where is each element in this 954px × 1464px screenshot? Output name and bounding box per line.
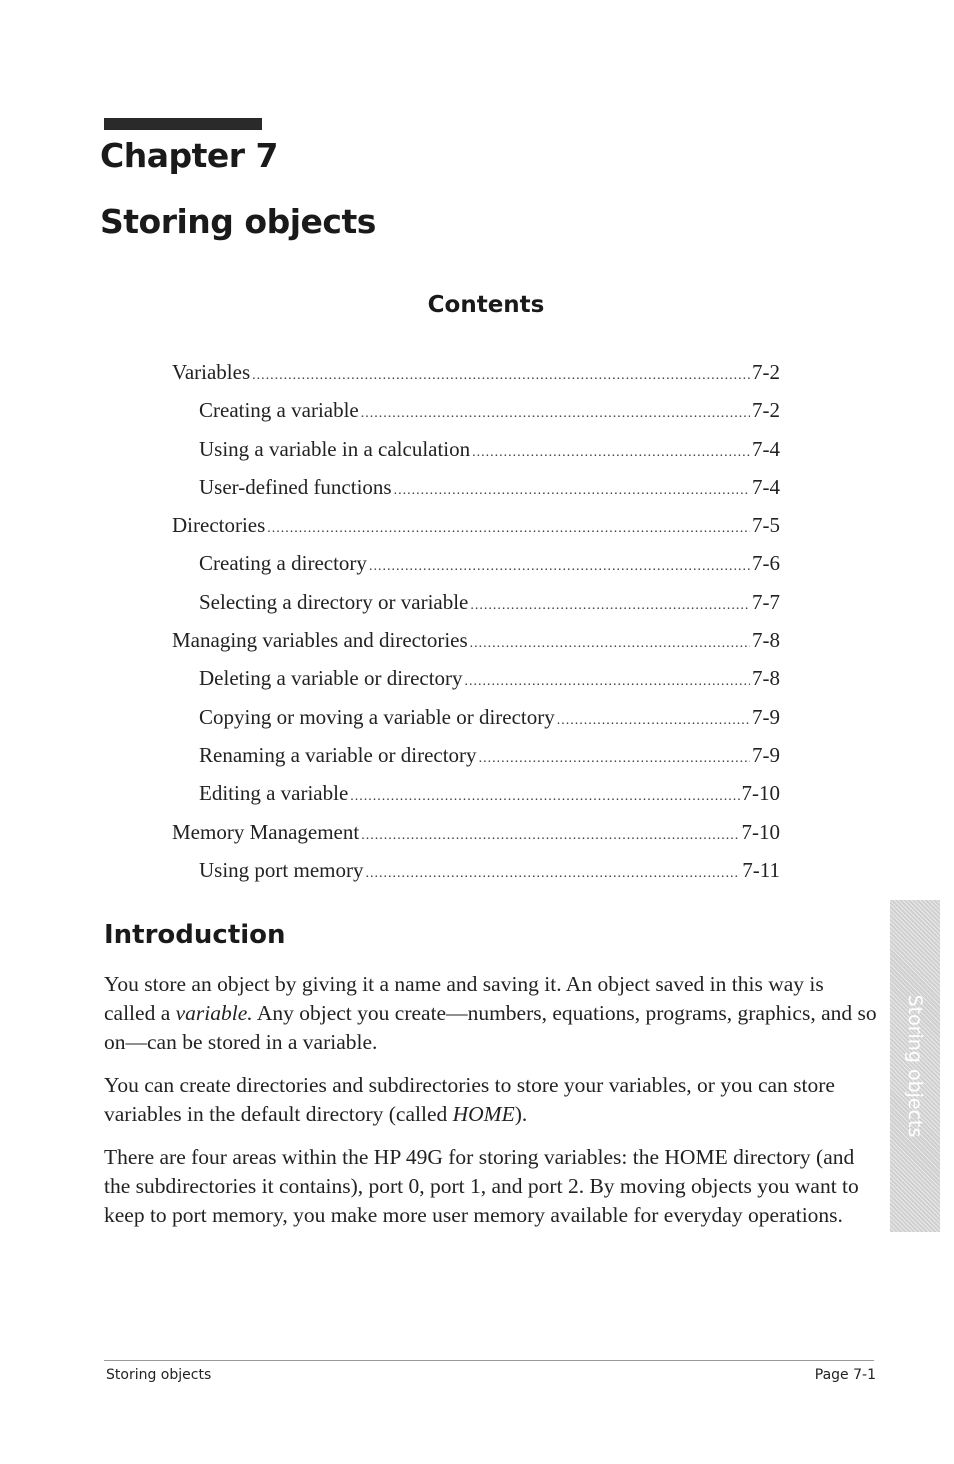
toc-entry-title: Deleting a variable or directory (199, 666, 463, 691)
footer-chapter-name: Storing objects (106, 1367, 212, 1383)
toc-entry-title: Managing variables and directories (172, 628, 468, 653)
term-variable: variable. (175, 1001, 253, 1025)
toc-entry-page: 7-11 (742, 857, 780, 882)
toc-entry-page: 7-9 (752, 704, 780, 729)
toc-entry[interactable] (172, 628, 780, 666)
chapter-title: Storing objects (100, 202, 376, 241)
toc-entry[interactable] (172, 551, 780, 589)
term-home: HOME (452, 1102, 515, 1126)
toc-entry-title: Using a variable in a calculation (199, 436, 471, 461)
toc-entry-title: User-defined functions (199, 474, 392, 499)
toc-entry[interactable] (172, 666, 780, 704)
toc-entry-page: 7-8 (752, 628, 780, 653)
chapter-side-tab (890, 900, 940, 1232)
toc-dot-leader (369, 559, 750, 575)
toc-entry-page: 7-4 (752, 436, 780, 461)
toc-entry-title: Renaming a variable or directory (199, 742, 477, 767)
toc-entry[interactable] (172, 475, 780, 513)
toc-entry[interactable] (172, 437, 780, 475)
toc-entry-title: Using port memory (199, 857, 364, 882)
toc-dot-leader (361, 828, 739, 844)
toc-dot-leader (479, 751, 750, 767)
toc-dot-leader (252, 368, 750, 384)
toc-entry-page: 7-5 (752, 513, 780, 538)
toc-entry-page: 7-10 (741, 819, 780, 844)
table-of-contents (172, 360, 780, 896)
toc-dot-leader (361, 406, 750, 422)
toc-entry-title: Creating a variable (199, 398, 359, 423)
toc-entry[interactable] (172, 705, 780, 743)
toc-entry-title: Editing a variable (199, 781, 349, 806)
toc-entry[interactable] (172, 858, 780, 896)
intro-paragraph-2: You can create directories and subdirectories to store your variables, or you can store variables in the default directory (called HOME). (104, 1073, 835, 1126)
toc-entry-page: 7-9 (752, 742, 780, 767)
toc-entry-page: 7-6 (752, 551, 780, 576)
toc-dot-leader (394, 483, 750, 499)
toc-entry-title: Memory Management (172, 819, 360, 844)
chapter-bar (104, 118, 262, 130)
toc-entry[interactable] (172, 398, 780, 436)
intro-paragraph-1: You store an object by giving it a name and saving it. An object saved in this way is called a variable. Any object you create—numbers, equations, programs, graphics, and so on—can be stored in a variable. (104, 972, 877, 1054)
contents-heading: Contents (427, 292, 545, 318)
toc-entry[interactable] (172, 360, 780, 398)
introduction-body (104, 970, 879, 1244)
footer-page-number: Page 7-1 (814, 1367, 876, 1383)
toc-entry-title: Selecting a directory or variable (199, 589, 469, 614)
toc-dot-leader (350, 789, 739, 805)
toc-entry[interactable] (172, 820, 780, 858)
introduction-heading: Introduction (104, 920, 286, 950)
toc-entry-page: 7-2 (752, 360, 780, 384)
toc-dot-leader (557, 713, 750, 729)
toc-entry-title: Directories (172, 513, 266, 538)
side-tab-label: Storing objects (904, 994, 926, 1138)
toc-entry-title: Copying or moving a variable or directory (199, 704, 555, 729)
toc-dot-leader (267, 521, 750, 537)
footer-divider (104, 1360, 874, 1361)
toc-entry-page: 7-8 (752, 666, 780, 691)
toc-entry[interactable] (172, 590, 780, 628)
toc-dot-leader (470, 636, 750, 652)
chapter-label: Chapter 7 (100, 136, 278, 175)
toc-entry-page: 7-2 (752, 398, 780, 423)
toc-dot-leader (472, 445, 750, 461)
toc-dot-leader (365, 866, 740, 882)
toc-dot-leader (470, 598, 750, 614)
toc-entry-title: Variables (172, 360, 251, 384)
toc-dot-leader (465, 674, 750, 690)
toc-entry-page: 7-4 (752, 474, 780, 499)
toc-entry[interactable] (172, 781, 780, 819)
toc-entry[interactable] (172, 513, 780, 551)
toc-entry-title: Creating a directory (199, 551, 367, 576)
toc-entry-page: 7-10 (741, 781, 780, 806)
intro-paragraph-3: There are four areas within the HP 49G for storing variables: the HOME directory (and the subdirectories it contains), port 0, port 1, and port 2. By moving objects you want to keep to port memory, you make more user memory available for everyday operations. (104, 1145, 859, 1227)
toc-entry-page: 7-7 (752, 589, 780, 614)
toc-entry[interactable] (172, 743, 780, 781)
